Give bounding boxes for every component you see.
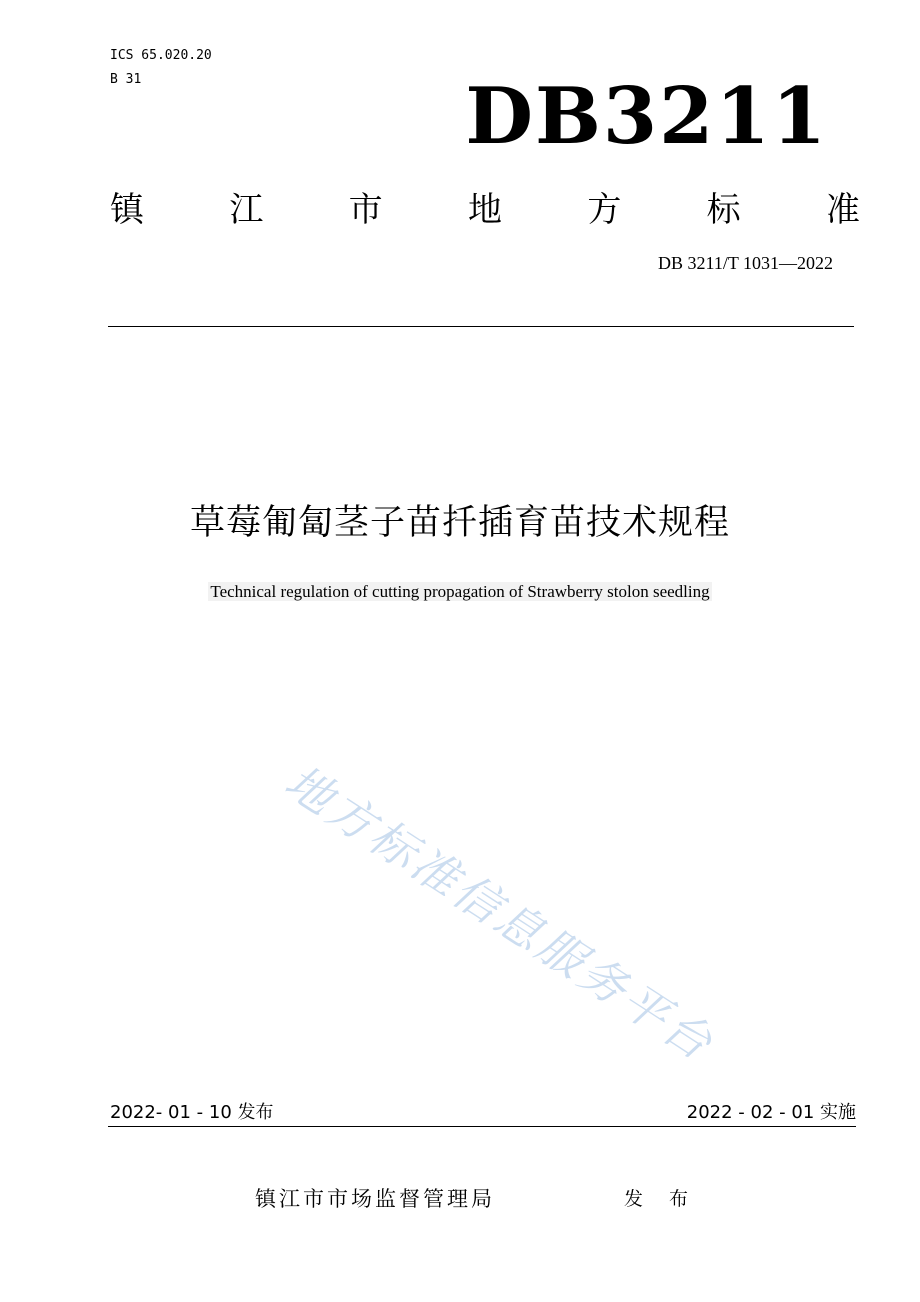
standard-type-char: 镇 bbox=[110, 189, 144, 230]
publisher-name: 镇江市市场监督管理局 bbox=[255, 1187, 495, 1211]
publish-label: 发 布 bbox=[624, 1188, 699, 1210]
standard-type-char: 方 bbox=[587, 189, 622, 230]
watermark: 地方标准信息服务平台 bbox=[275, 754, 725, 1072]
standard-type-char: 准 bbox=[825, 189, 860, 230]
standard-number: DB 3211/T 1031—2022 bbox=[657, 253, 833, 273]
issue-date: 2022- 01 - 10 发布 bbox=[110, 1102, 274, 1123]
standard-type-char: 市 bbox=[348, 189, 383, 230]
ccs-code: B 31 bbox=[110, 72, 142, 87]
standard-type-heading bbox=[110, 176, 860, 236]
standard-type-char: 江 bbox=[229, 189, 264, 230]
document-title-english: Technical regulation of cutting propagation of Strawberry stolon seedling bbox=[210, 582, 710, 601]
db-standard-logo: DB3211 bbox=[465, 71, 828, 162]
standard-type-char: 标 bbox=[706, 189, 741, 230]
standard-type-char: 地 bbox=[467, 189, 502, 230]
ics-code: ICS 65.020.20 bbox=[110, 48, 212, 63]
top-divider bbox=[108, 326, 854, 327]
implementation-date: 2022 - 02 - 01 实施 bbox=[686, 1102, 856, 1123]
bottom-divider bbox=[108, 1126, 856, 1127]
document-title-english-wrapper bbox=[0, 580, 920, 604]
document-title-chinese: 草莓匍匐茎子苗扦插育苗技术规程 bbox=[189, 503, 730, 543]
